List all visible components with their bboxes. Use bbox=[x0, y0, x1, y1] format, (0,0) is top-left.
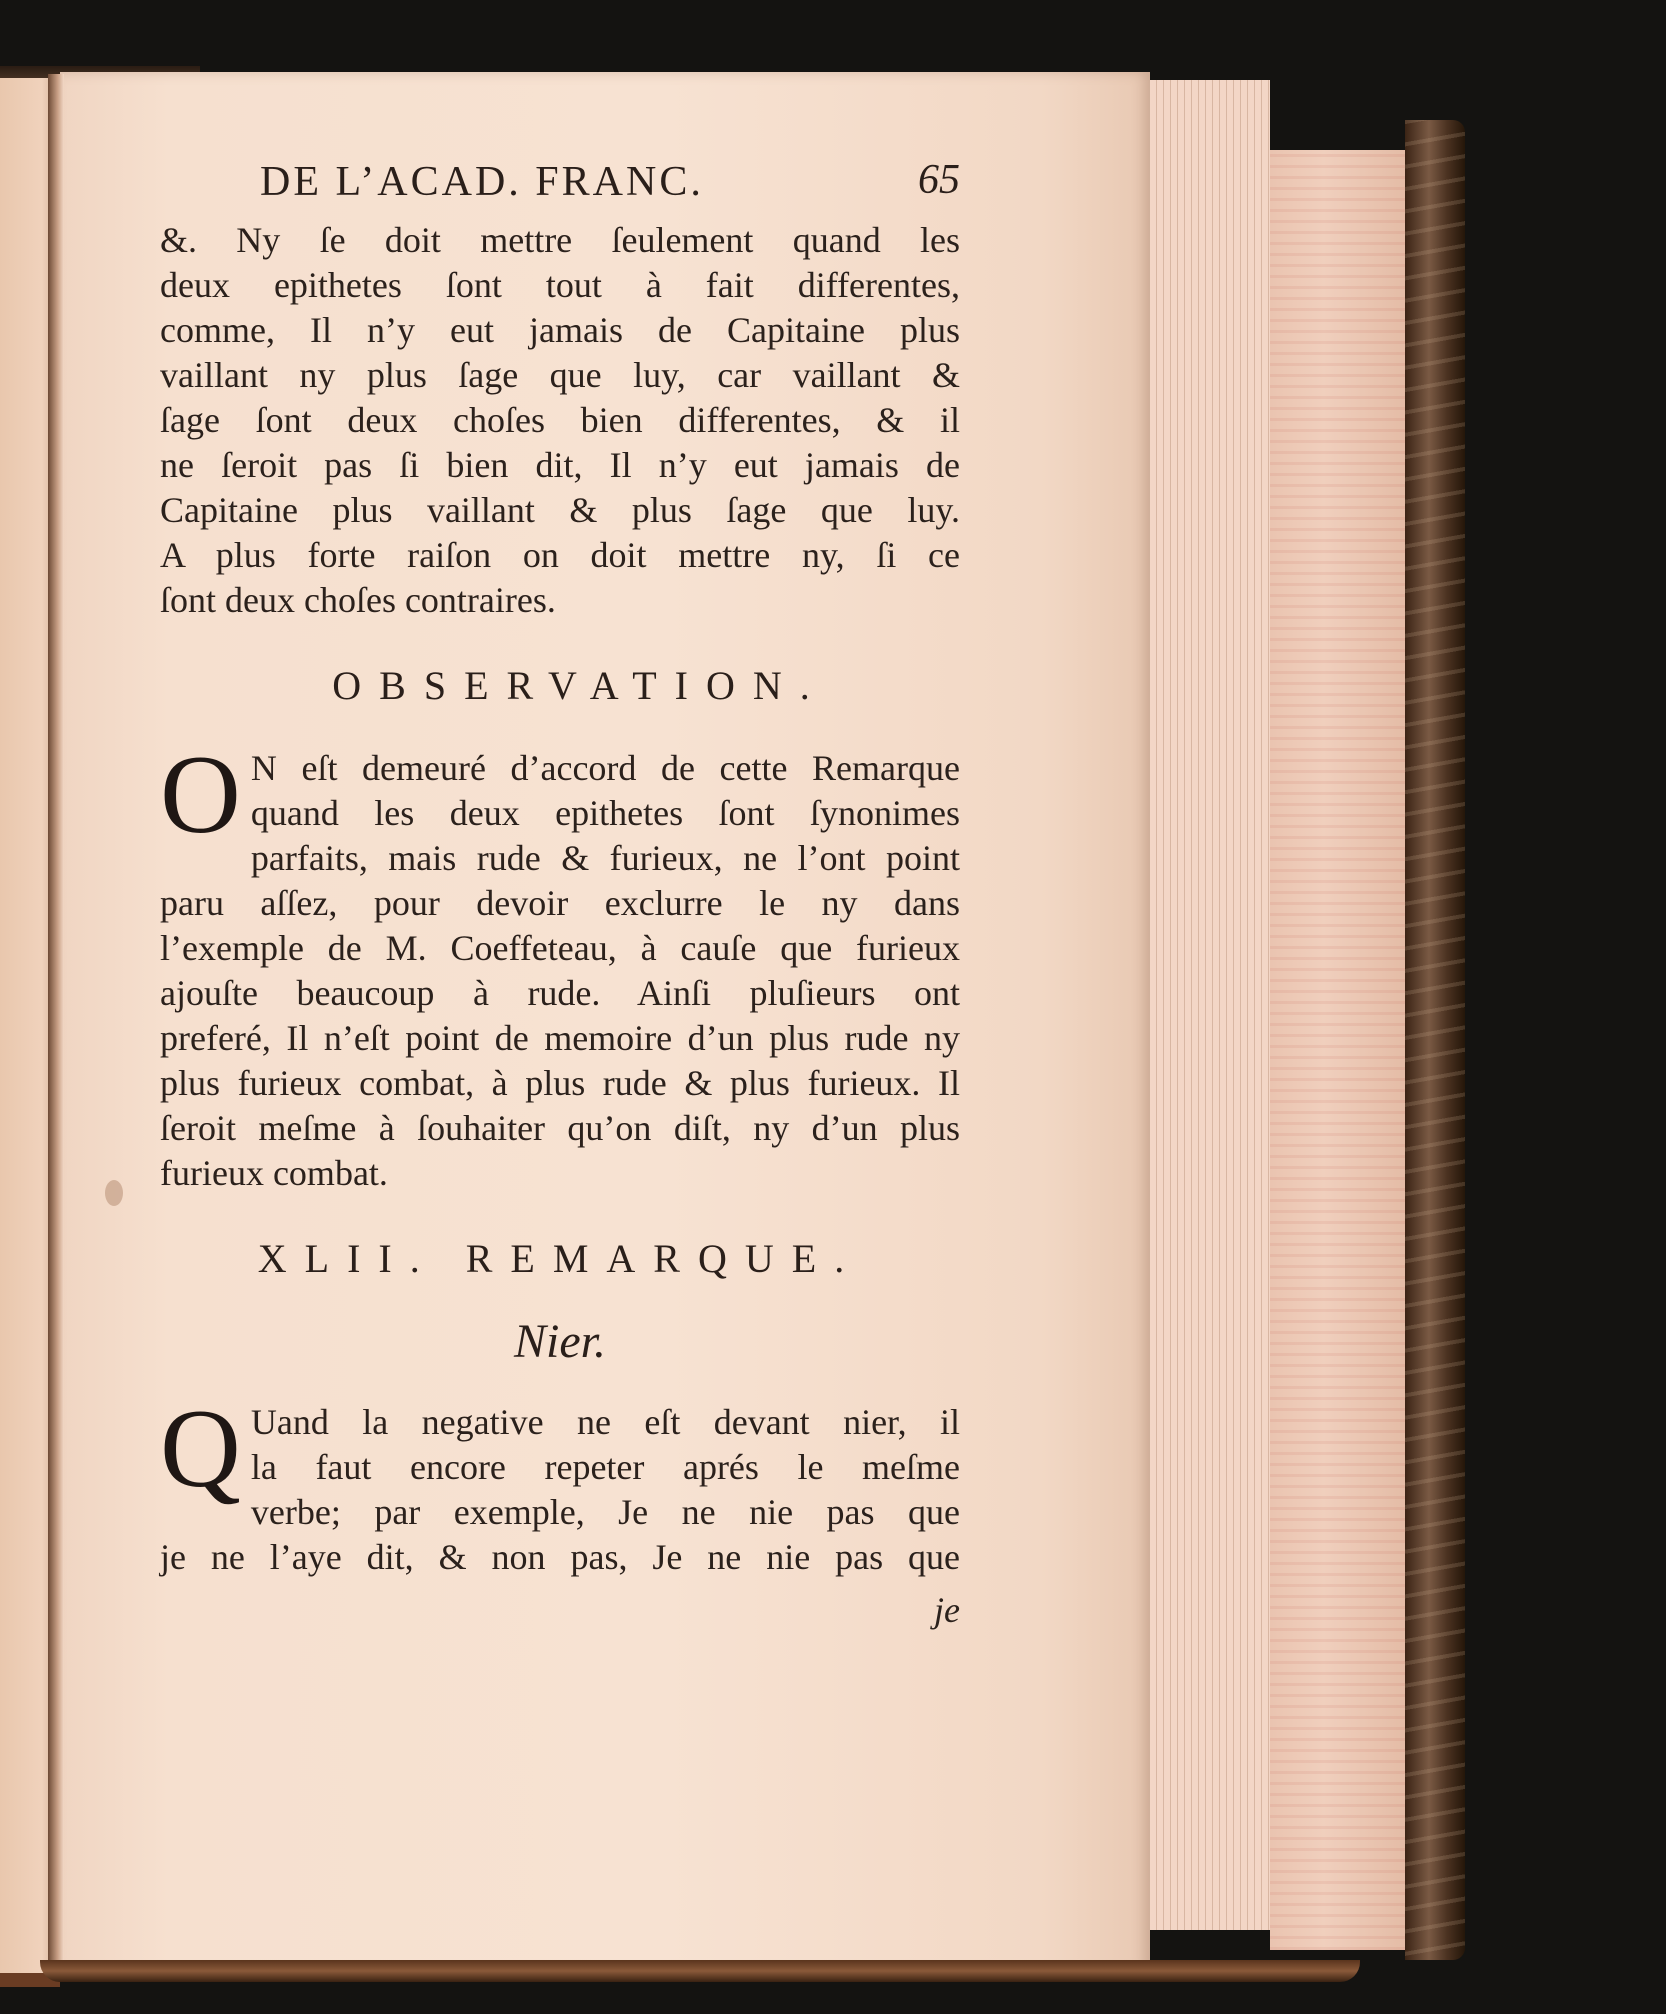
book-cover-bottom-edge bbox=[40, 1960, 1360, 1982]
text-line: paru aſſez, pour devoir exclurre le ny dans bbox=[160, 883, 960, 923]
remarque-paragraph bbox=[160, 1387, 960, 1580]
text-line: parfaits, mais rude & furieux, ne l’ont point bbox=[250, 838, 960, 878]
text-line: N eſt demeuré d’accord de cette Remarque bbox=[250, 748, 960, 788]
running-head bbox=[160, 150, 960, 210]
text-line: A plus forte raiſon on doit mettre ny, ſi ce bbox=[160, 535, 960, 575]
text-line: Uand la negative ne eſt devant nier, il bbox=[250, 1402, 960, 1442]
text-line: ne ſeroit pas ſi bien dit, Il n’y eut jamais de bbox=[160, 445, 960, 485]
observation-paragraph bbox=[160, 733, 960, 1196]
sprinkled-fore-edge bbox=[1270, 150, 1408, 1950]
drop-cap: O bbox=[160, 733, 241, 857]
book-gutter bbox=[48, 74, 64, 1974]
text-line: je ne l’aye dit, & non pas, Je ne nie pas que bbox=[160, 1537, 960, 1577]
text-line: quand les deux epithetes ſont ſynonimes bbox=[250, 793, 960, 833]
text-line: vaillant ny plus ſage que luy, car vaillant & bbox=[160, 355, 960, 395]
intro-paragraph bbox=[160, 218, 960, 623]
remarque-title: Nier. bbox=[513, 1315, 606, 1368]
text-line: &. Ny ſe doit mettre ſeulement quand les bbox=[160, 220, 960, 260]
text-line: ſeroit meſme à ſouhaiter qu’on diſt, ny d’un plus bbox=[160, 1108, 960, 1148]
observation-heading: OBSERVATION. bbox=[332, 663, 828, 708]
running-title: DE L’ACAD. FRANC. bbox=[260, 159, 704, 205]
text-line: ſont deux choſes contraires. bbox=[160, 580, 556, 620]
text-line: comme, Il n’y eut jamais de Capitaine plus bbox=[160, 310, 960, 350]
foxing-spot bbox=[105, 1180, 123, 1206]
text-line: ajouſte beaucoup à rude. Ainſi pluſieurs ont bbox=[160, 973, 960, 1013]
text-line: la faut encore repeter aprés le meſme bbox=[250, 1447, 960, 1487]
text-line: l’exemple de M. Coeffeteau, à cauſe que furieux bbox=[160, 928, 960, 968]
text-line: preferé, Il n’eſt point de memoire d’un plus rude ny bbox=[160, 1018, 960, 1058]
text-line: deux epithetes ſont tout à fait differentes, bbox=[160, 265, 960, 305]
drop-cap: Q bbox=[160, 1387, 241, 1511]
page-text-block bbox=[160, 150, 960, 1633]
remarque-heading: XLII. REMARQUE. bbox=[257, 1236, 863, 1281]
text-line: ſage ſont deux choſes bien differentes, & il bbox=[160, 400, 960, 440]
leather-cover-edge bbox=[1405, 120, 1465, 1960]
text-line: plus furieux combat, à plus rude & plus furieux. Il bbox=[160, 1063, 960, 1103]
text-line: furieux combat. bbox=[160, 1153, 388, 1193]
text-line: verbe; par exemple, Je ne nie pas que bbox=[250, 1492, 960, 1532]
catchword: je bbox=[934, 1590, 960, 1630]
page-number: 65 bbox=[918, 157, 960, 203]
page-stack-edges bbox=[1150, 80, 1270, 1930]
text-line: Capitaine plus vaillant & plus ſage que luy. bbox=[160, 490, 960, 530]
